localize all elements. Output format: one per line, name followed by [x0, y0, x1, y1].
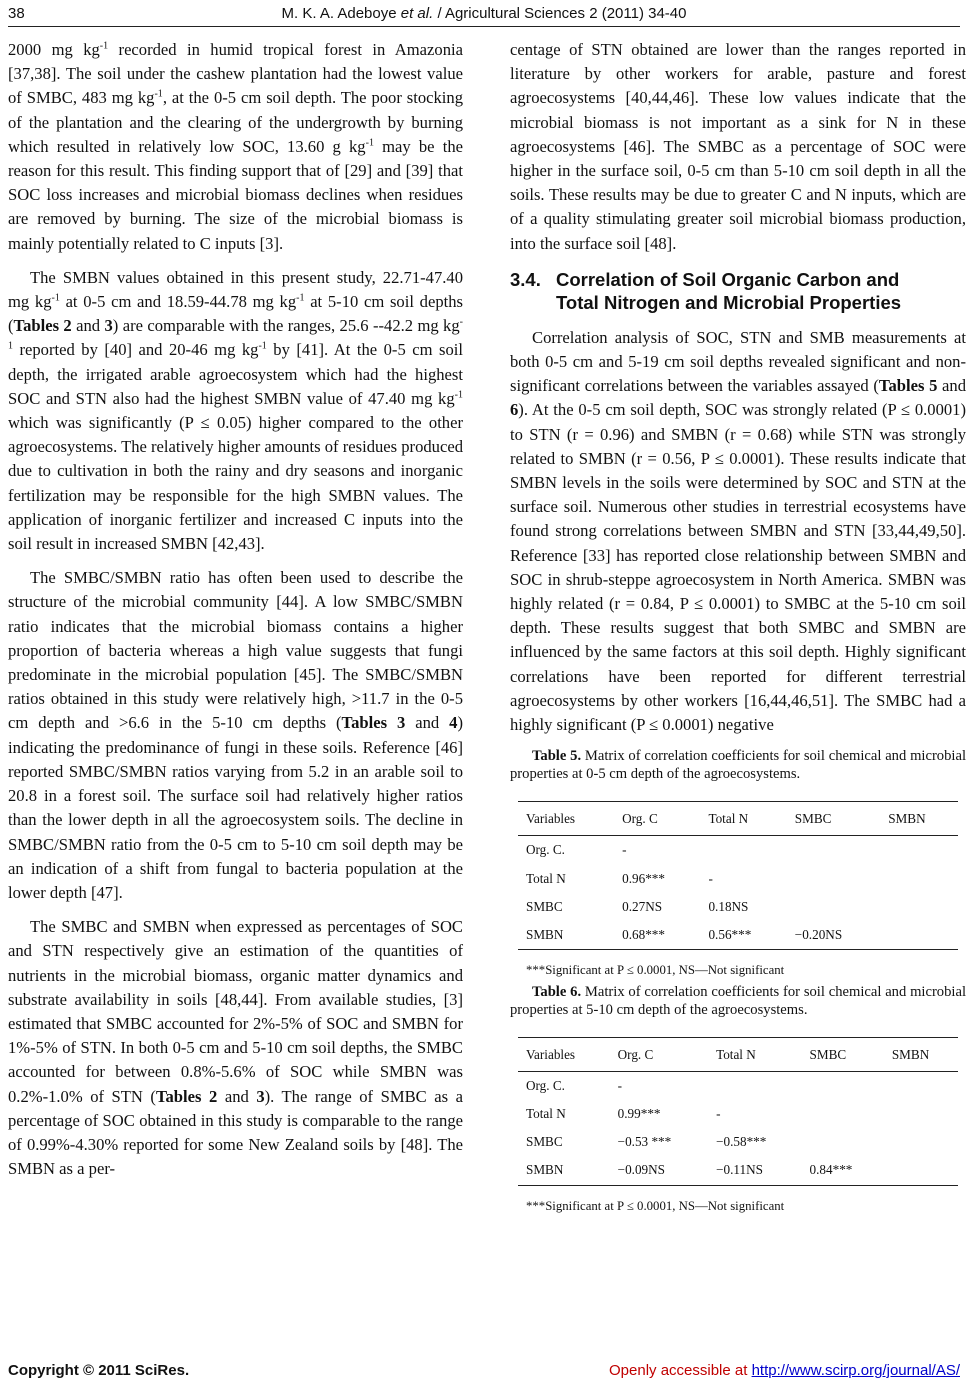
section-heading-line-1: [510, 268, 966, 291]
table-cell: SMBN: [518, 921, 614, 950]
table6-note: ***Significant at P ≤ 0.0001, NS—Not significant: [526, 1198, 785, 1213]
table-cell: 0.27NS: [622, 898, 663, 914]
table-cell: [880, 921, 958, 950]
table-cell: [884, 1100, 958, 1128]
table-header-row: [518, 802, 958, 836]
table-cell: Total N: [526, 870, 566, 886]
page-number: 38: [8, 4, 25, 22]
table-cell: [880, 836, 958, 865]
table-row: [518, 1156, 958, 1185]
table-cell: [802, 1071, 884, 1100]
table6-label: Table 6.: [532, 983, 582, 1000]
table-cell: Org. C.: [526, 1077, 565, 1093]
table-cell: −0.11NS: [708, 1156, 801, 1185]
table6-caption: [510, 983, 966, 1019]
table6: [518, 1037, 958, 1186]
table-header-row: [518, 1037, 958, 1071]
column-header: SMBN: [884, 1037, 958, 1071]
column-header: SMBN: [880, 802, 958, 836]
open-access-text: Openly accessible at: [609, 1362, 748, 1379]
table-cell: −0.20NS: [787, 921, 880, 950]
running-etal: et al.: [400, 4, 434, 22]
table-cell: 0.18NS: [708, 898, 749, 914]
column-header: Total N: [708, 1037, 801, 1071]
table-row: [518, 1100, 958, 1128]
table-cell: [802, 1128, 884, 1156]
left-column: [8, 38, 463, 1181]
table-cell: [787, 893, 880, 921]
running-title: [8, 5, 960, 22]
table5: [518, 801, 958, 950]
table5-caption: [510, 747, 966, 783]
left-paragraph-1: 2000 mg $kg^{-1}$ recorded in humid tropical forest in Amazonia [37,38]. The soil under the cashew plantation had the lowest value of SMBC, 483 mg $kg^{-1}$, at the 0-5 cm soil depth. The poor stocking of the plantation and the clearing of the undergrowth by burning which resulted in relatively low SOC, 13.60 g $kg^{-1}$ may be the reason for this result. This finding support that of [29] and [39] that SOC loss increases and microbial biomass declines when residues are removed by burning. The size of the microbial biomass is mainly potentially related to C inputs [3].: [8, 40, 464, 253]
table-cell: SMBC: [526, 898, 563, 914]
table-row: [518, 865, 958, 893]
table-cell: −0.58***: [716, 1134, 767, 1150]
copyright: Copyright © 2011 SciRes.: [8, 1362, 190, 1379]
table-cell: [884, 1156, 958, 1185]
table-cell: -: [617, 1077, 623, 1093]
running-authors: M. K. A. Adeboye: [281, 4, 397, 22]
table-cell: [700, 836, 786, 865]
section-title-1: Correlation of Soil Organic Carbon and: [556, 268, 900, 290]
column-header: Total N: [700, 802, 786, 836]
table-cell: 0.56***: [700, 921, 786, 950]
table5-note: ***Significant at P ≤ 0.0001, NS—Not significant: [526, 963, 785, 978]
table-cell: Total N: [526, 1105, 566, 1121]
column-header: Variables: [518, 802, 614, 836]
section-number: 3.4.: [510, 268, 541, 290]
open-access-notice: [609, 1362, 960, 1379]
header-rule: [8, 26, 960, 27]
table-row: [518, 836, 958, 865]
right-column: [510, 38, 966, 1218]
column-header: Org. C: [610, 1037, 708, 1071]
table-cell: -: [622, 842, 627, 858]
table6-caption-text: Matrix of correlation coefficients for soil chemical and microbial properties at 5-10 cm depth of the agroecosystems.: [510, 983, 966, 1018]
column-header: Org. C: [614, 802, 700, 836]
table-cell: Org. C.: [526, 842, 565, 858]
table-cell: 0.84***: [802, 1156, 884, 1185]
left-paragraph-2: The SMBN values obtained in this present study, 22.71-47.40 mg $kg^{-1}$ at 0-5 cm and 18.59-44.78 mg $kg^{-1}$ at 5-10 cm soil depths (Tables 2 and 3) are comparable with the ranges, 25.6 --42.2 mg $kg^{-1}$ reported by [40] and 20-46 mg $kg^{-1}$ by [41]. At the 0-5 cm soil depth, the irrigated arable agroecosystem which had the highest SOC and STN also had the highest SMBN value of 47.40 mg $kg^{-1}$ which was significantly (P ≤ 0.05) higher compared to the other agroecosystems. The relatively higher amounts of residues produced due to cultivation in both the rainy and dry seasons and inorganic fertilization may be responsible for the high SMBN values. The application of inorganic fertilizer and increased C inputs into the soil result in increased SMBN [42,43].: [8, 267, 463, 554]
table-cell: [884, 1071, 958, 1100]
table-cell: [787, 865, 880, 893]
table5-caption-text: Matrix of correlation coefficients for soil chemical and microbial properties at 0-5 cm depth of the agroecosystems.: [510, 748, 966, 783]
table-cell: 0.99***: [617, 1105, 661, 1121]
left-paragraph-4: The SMBC and SMBN when expressed as percentages of SOC and STN respectively give an estimation of the quantities of nutrients in the microbial biomass, organic matter dynamics and substrate availability in soils [48,44]. From available studies, [3] estimated that SMBC accounted for 2%-5% of SOC and SMBN for 1%-5% of STN. In both 0-5 cm and 5-10 cm soil depths, the SMBC accounted for between 0.8%-5.6% of SOC while SMBN was 0.2%-1.0% of STN (Tables 2 and 3). The range of SMBC as a percentage of SOC obtained in this study is comparable to the range of 0.99%-4.30% reported for some New Zealand soils by [48]. The SMBN as a per-: [8, 917, 463, 1179]
table-cell: SMBC: [526, 1134, 563, 1150]
table-cell: SMBN: [518, 1156, 610, 1185]
table-cell: [708, 1071, 801, 1100]
right-paragraph-2: Correlation analysis of SOC, STN and SMB measurements at both 0-5 cm and 5-19 cm soil depths revealed significant and non-significant correlations between the variables assayed (Tables 5 and 6). At the 0-5 cm soil depth, SOC was strongly related (P ≤ 0.0001) to STN (r = 0.96) and SMBN (r = 0.68) while STN was strongly related to SMBN (r = 0.56, P ≤ 0.0001). These results indicate that SMBN levels in the soils were determined by SOC and STN at the surface soil. Numerous other studies in terrestrial ecosystems have found strong correlations between SMBN and STN [33,44,49,50]. Reference [33] has reported close relationship between SMBN and SOC in shrub-steppe agroecosystem in North America. SMBN was highly related (r = 0.84, P ≤ 0.0001) to SMBC at the 5-10 cm soil depth. These results suggest that both SMBC and SMBN are influenced by the same factors at this soil depth. Highly significant correlations have been reported for different terrestrial agroecosystems by other workers [16,44,46,51]. The SMBC had a highly significant (P ≤ 0.0001) negative: [510, 327, 967, 735]
table-row: [518, 1071, 958, 1100]
column-header: Variables: [518, 1037, 610, 1071]
table-cell: −0.09NS: [610, 1156, 708, 1185]
table-cell: -: [708, 870, 713, 886]
left-paragraph-3: The SMBC/SMBN ratio has often been used to describe the structure of the microbial community [44]. A low SMBC/SMBN ratio indicates that the microbial biomass contains a higher proportion of bacteria whereas a high value suggests that fungi predominate in the microbial population [45]. The SMBC/SMBN ratios obtained in this study were relatively high, >11.7 in the 0-5 cm depth and >6.6 in the 5-10 cm depths (Tables 3 and 4) indicating the predominance of fungi in these soils. Reference [46] reported SMBC/SMBN ratios varying from 5.2 in an arable soil to 20.8 in a forest soil. The surface soil had relatively higher ratios than the lower depth in all the agroecosystem soils. The decline in SMBC/SMBN ratio from the 0-5 cm to 5-10 cm soil depth may be an indication of a shift from fungal to bacteria population at the lower depth [47].: [8, 568, 463, 902]
table-row: [518, 1128, 958, 1156]
table-cell: [880, 893, 958, 921]
table-cell: −0.53 ***: [617, 1134, 672, 1150]
table-cell: -: [716, 1105, 721, 1121]
running-journal: / Agricultural Sciences 2 (2011) 34-40: [437, 4, 687, 22]
section-heading: [510, 268, 966, 314]
table-row: [518, 893, 958, 921]
column-header: SMBC: [787, 802, 880, 836]
table-cell: 0.96***: [622, 870, 665, 886]
table-cell: [880, 865, 958, 893]
running-header: [8, 2, 960, 24]
page-footer: [8, 1362, 960, 1384]
journal-link[interactable]: http://www.scirp.org/journal/AS/: [751, 1362, 960, 1379]
table-row: [518, 921, 958, 950]
table5-label: Table 5.: [532, 748, 582, 765]
right-paragraph-1: centage of STN obtained are lower than the ranges reported in literature by other workers for arable, pasture and forest agroecosystems [40,44,46]. These low values indicate that the microbial biomass is not important as a sink for N in these agroecosystems [46]. The SMBC as a percentage of SOC were higher in the surface soil, 0-5 cm than 5-10 cm soil depth in all the soils. These results may be due to greater C and N inputs, which are of a quality stimulating greater soil microbial biomass production, into the surface soil [48].: [510, 40, 966, 253]
table-cell: [787, 836, 880, 865]
table-cell: 0.68***: [614, 921, 700, 950]
column-header: SMBC: [802, 1037, 884, 1071]
table-cell: [884, 1128, 958, 1156]
section-title-2: Total Nitrogen and Microbial Properties: [556, 291, 902, 313]
table-cell: [802, 1100, 884, 1128]
